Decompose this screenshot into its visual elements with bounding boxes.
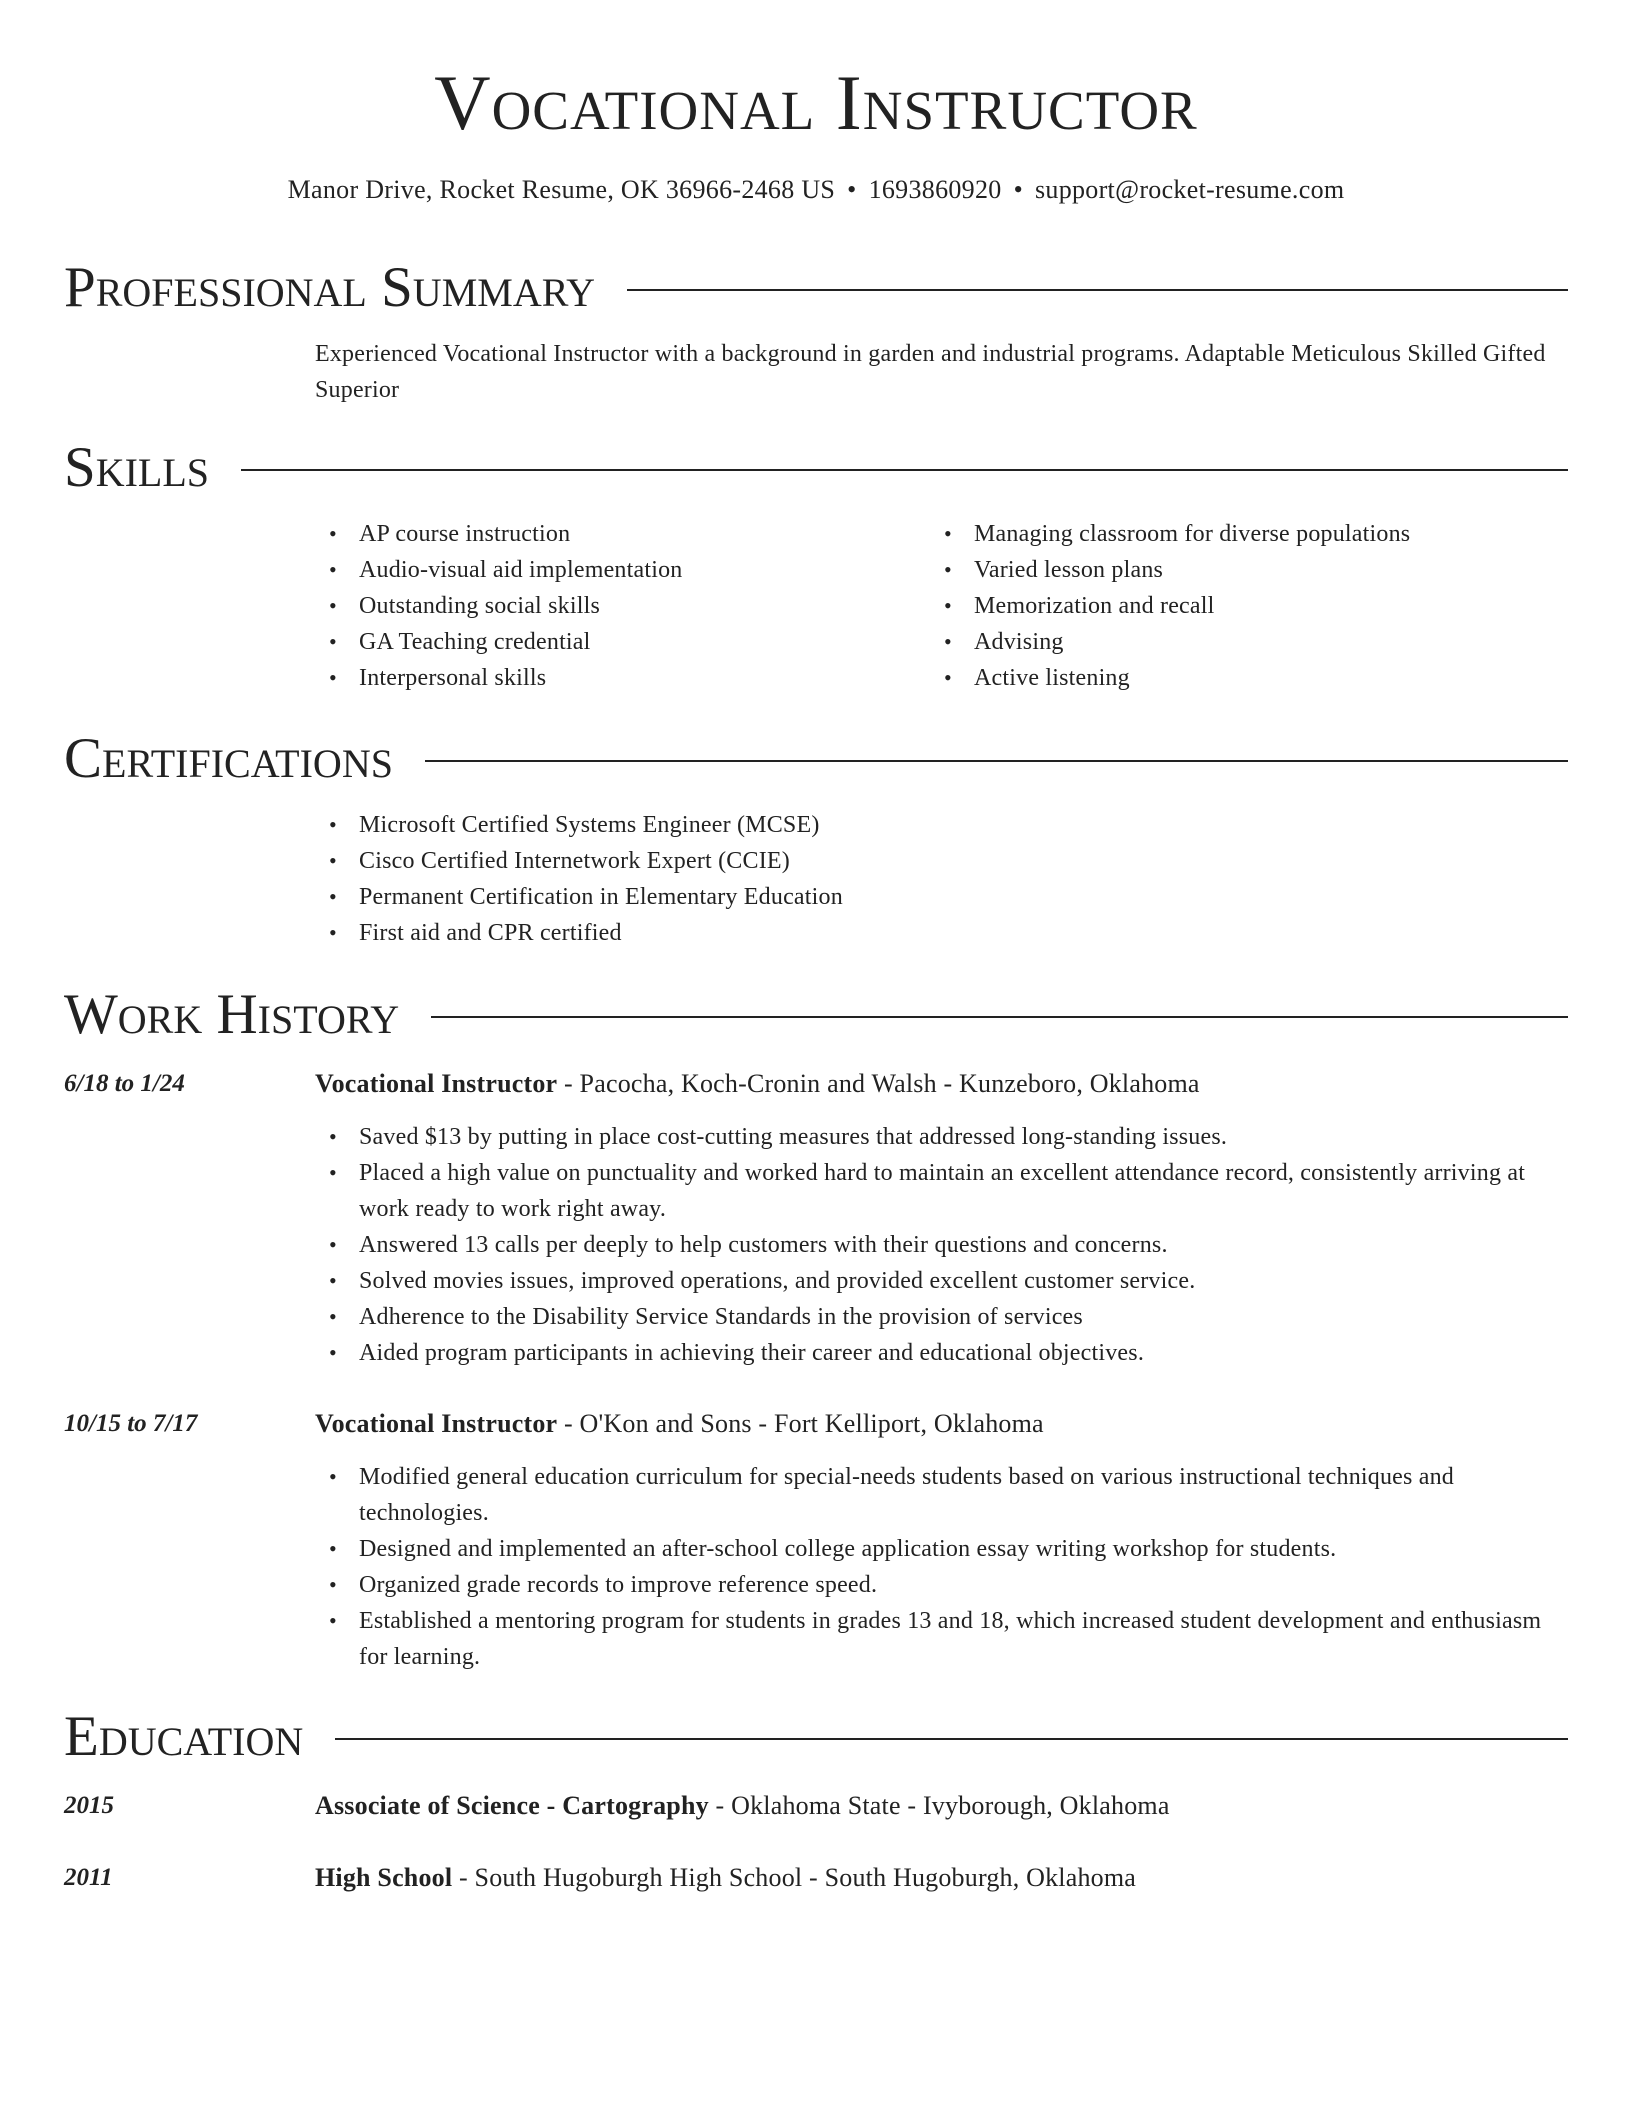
email: support@rocket-resume.com bbox=[1034, 175, 1345, 204]
job-dates: 6/18 to 1/24 bbox=[64, 1070, 185, 1097]
summary-text: Experienced Vocational Instructor with a background in garden and industrial programs. Adaptable Meticulous Skilled Gifted Superior bbox=[315, 341, 1546, 403]
divider bbox=[425, 760, 1568, 762]
summary-section-header bbox=[64, 253, 1568, 323]
separator: • bbox=[847, 175, 857, 204]
list-item: • Placed a high value on punctuality and worked hard to maintain an excellent attendance record, consistently arriving at work ready to work right away. bbox=[315, 1155, 1565, 1227]
job-employer: - O'Kon and Sons - Fort Kelliport, Oklahoma bbox=[557, 1409, 1044, 1438]
degree: High School bbox=[315, 1863, 453, 1892]
job-bullets bbox=[315, 1459, 1565, 1675]
certifications-list bbox=[315, 807, 1565, 951]
skills-left-column bbox=[315, 516, 925, 696]
job-employer: - Pacocha, Koch-Cronin and Walsh - Kunzeboro, Oklahoma bbox=[557, 1069, 1200, 1098]
job-title-line bbox=[315, 1066, 1565, 1102]
list-item: • Interpersonal skills bbox=[315, 660, 925, 696]
job-title: Vocational Instructor bbox=[315, 1409, 558, 1438]
list-item: • Solved movies issues, improved operations, and provided excellent customer service. bbox=[315, 1263, 1565, 1299]
list-item: • Adherence to the Disability Service Standards in the provision of services bbox=[315, 1299, 1565, 1335]
list-item: • Advising bbox=[930, 624, 1565, 660]
education-section-header bbox=[64, 1702, 1568, 1772]
list-item: • Microsoft Certified Systems Engineer (MCSE) bbox=[315, 807, 1565, 843]
list-item: • Aided program participants in achieving their career and educational objectives. bbox=[315, 1335, 1565, 1371]
list-item: • Varied lesson plans bbox=[930, 552, 1565, 588]
divider bbox=[241, 469, 1568, 471]
list-item: • GA Teaching credential bbox=[315, 624, 925, 660]
list-item: • First aid and CPR certified bbox=[315, 915, 1565, 951]
education-year: 2011 bbox=[64, 1864, 113, 1891]
list-item: • Audio-visual aid implementation bbox=[315, 552, 925, 588]
list-item: • Active listening bbox=[930, 660, 1565, 696]
list-item: • Organized grade records to improve reference speed. bbox=[315, 1567, 1565, 1603]
list-item: • Established a mentoring program for students in grades 13 and 18, which increased student development and enthusiasm for learning. bbox=[315, 1603, 1565, 1675]
section-title: Skills bbox=[64, 436, 210, 499]
section-title: Work History bbox=[64, 983, 400, 1046]
list-item: • Outstanding social skills bbox=[315, 588, 925, 624]
separator: • bbox=[1013, 175, 1023, 204]
school-details: - South Hugoburgh High School - South Hugoburgh, Oklahoma bbox=[452, 1863, 1137, 1892]
list-item: • AP course instruction bbox=[315, 516, 925, 552]
job-dates: 10/15 to 7/17 bbox=[64, 1410, 198, 1437]
address: Manor Drive, Rocket Resume, OK 36966-2468 US bbox=[287, 175, 836, 204]
list-item: • Managing classroom for diverse populations bbox=[930, 516, 1565, 552]
list-item: • Designed and implemented an after-school college application essay writing workshop for students. bbox=[315, 1531, 1565, 1567]
list-item: • Answered 13 calls per deeply to help customers with their questions and concerns. bbox=[315, 1227, 1565, 1263]
education-line bbox=[315, 1788, 1565, 1824]
job-title-line bbox=[315, 1406, 1565, 1442]
list-item: • Modified general education curriculum for special-needs students based on various instructional techniques and technologies. bbox=[315, 1459, 1565, 1531]
skills-section-header bbox=[64, 433, 1568, 503]
section-title: Education bbox=[64, 1705, 304, 1768]
list-item: • Cisco Certified Internetwork Expert (CCIE) bbox=[315, 843, 1565, 879]
divider bbox=[431, 1016, 1568, 1018]
divider bbox=[335, 1738, 1568, 1740]
phone: 1693860920 bbox=[868, 175, 1002, 204]
work-history-section-header bbox=[64, 980, 1568, 1050]
list-item: • Permanent Certification in Elementary Education bbox=[315, 879, 1565, 915]
skills-right-column bbox=[930, 516, 1565, 696]
section-title: Professional Summary bbox=[64, 256, 596, 319]
section-title: Certifications bbox=[64, 727, 393, 790]
divider bbox=[627, 289, 1568, 291]
contact-line bbox=[0, 172, 1632, 208]
job-title: Vocational Instructor bbox=[315, 1069, 558, 1098]
education-line bbox=[315, 1860, 1565, 1896]
certifications-section-header bbox=[64, 724, 1568, 794]
degree: Associate of Science - Cartography bbox=[315, 1791, 709, 1820]
school-details: - Oklahoma State - Ivyborough, Oklahoma bbox=[708, 1791, 1170, 1820]
page-title: Vocational Instructor bbox=[434, 59, 1198, 146]
education-year: 2015 bbox=[64, 1792, 114, 1819]
list-item: • Saved $13 by putting in place cost-cutting measures that addressed long-standing issues. bbox=[315, 1119, 1565, 1155]
job-bullets bbox=[315, 1119, 1565, 1371]
list-item: • Memorization and recall bbox=[930, 588, 1565, 624]
